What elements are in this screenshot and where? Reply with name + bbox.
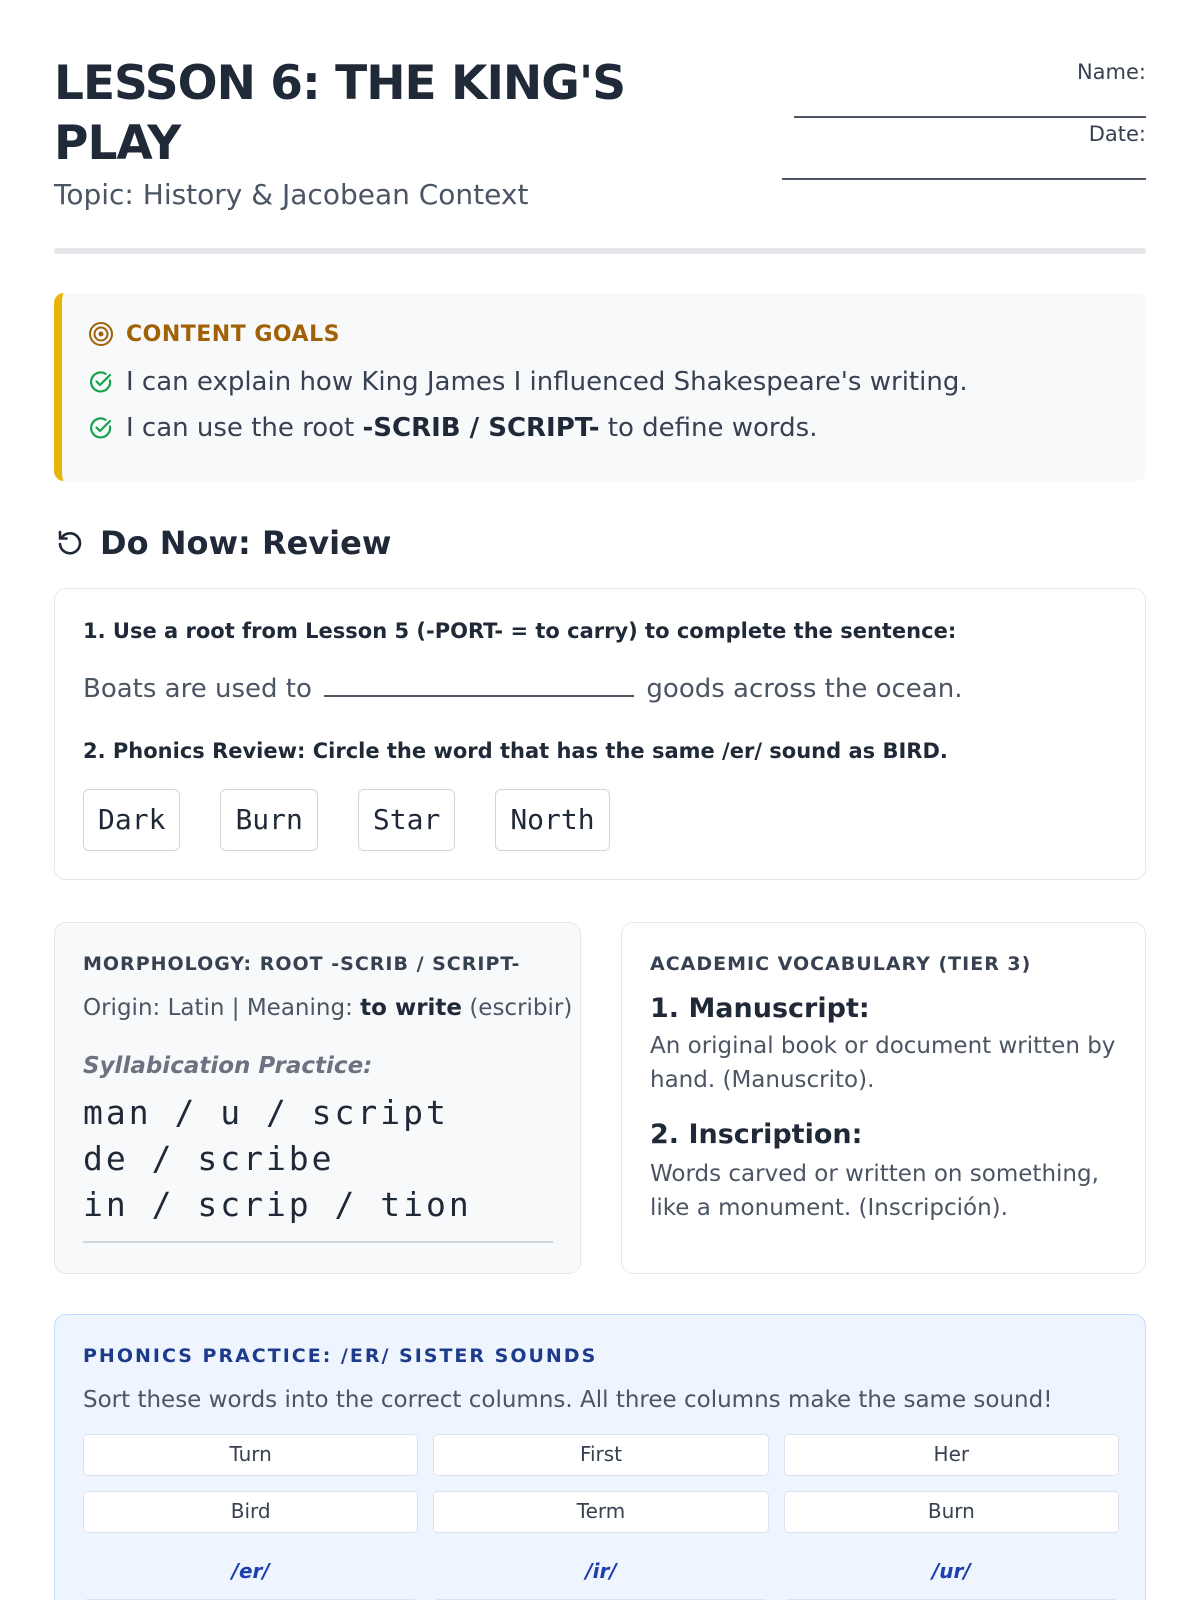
name-label: Name: [1076, 60, 1146, 84]
content-goals-box [54, 293, 1146, 481]
vocab-definition: An original book or document written by hand. (Manuscrito). [650, 1033, 1116, 1093]
goal-text: I can explain how King James I influenced Shakespeare's writing. [126, 367, 968, 397]
question-1: 1. Use a root from Lesson 5 (-PORT- = to carry) to complete the sentence: [83, 619, 957, 643]
syllabication-line: man / u / script [83, 1093, 449, 1132]
sort-column-ir [433, 1559, 768, 1600]
column-heading: /er/ [231, 1559, 270, 1583]
vocab-definition: Words carved or written on something, like a monument. (Inscripción). [650, 1161, 1099, 1221]
sentence-start: Boats are used to [83, 674, 312, 704]
word-card[interactable]: Term [433, 1491, 768, 1533]
vocab-term: 2. Inscription: [650, 1119, 863, 1150]
goal-text-pre: I can use the root [126, 413, 363, 443]
syllabication-line: de / scribe [83, 1139, 335, 1178]
vocab-term: 1. Manuscript: [650, 993, 870, 1024]
goal-root: -SCRIB / SCRIPT- [362, 413, 600, 443]
question-2-keyword: BIRD [882, 739, 940, 763]
name-date-block [766, 56, 1146, 180]
question-2-end: . [939, 739, 948, 763]
sort-column-ur [784, 1559, 1119, 1600]
question-2-text: 2. Phonics Review: Circle the word that has the same /er/ sound as [83, 739, 883, 763]
word-bank [83, 1434, 1119, 1533]
origin-translation: (escribir) [462, 995, 573, 1021]
root-origin [83, 995, 572, 1021]
phonics-title: PHONICS PRACTICE: /ER/ SISTER SOUNDS [83, 1345, 598, 1367]
choice-burn[interactable]: Burn [220, 789, 317, 851]
worksheet-header [54, 50, 1146, 256]
word-card[interactable]: Turn [83, 1434, 418, 1476]
sort-column-er [83, 1559, 418, 1600]
word-card[interactable]: Her [784, 1434, 1119, 1476]
date-field[interactable] [782, 150, 1146, 180]
vocabulary-label: ACADEMIC VOCABULARY (TIER 3) [650, 953, 1032, 975]
name-field[interactable] [794, 88, 1146, 118]
choice-north[interactable]: North [495, 789, 609, 851]
phonics-instructions: Sort these words into the correct columns. All three columns make the same sound! [83, 1387, 1053, 1413]
topic-subtitle: Topic: History & Jacobean Context [54, 178, 529, 211]
question-1-sentence [83, 674, 962, 704]
content-goals-heading [88, 321, 340, 347]
do-now-card [54, 588, 1146, 880]
goal-item [88, 413, 817, 443]
word-card[interactable]: Burn [784, 1491, 1119, 1533]
sentence-end: goods across the ocean. [646, 674, 963, 704]
syllabication-label: Syllabication Practice: [83, 1053, 373, 1079]
morphology-card [54, 922, 581, 1274]
origin-text: Origin: Latin | Meaning: [83, 995, 361, 1021]
answer-blank[interactable] [324, 675, 634, 697]
header-divider [54, 248, 1146, 254]
syllabication-line: in / scrip / tion [83, 1185, 472, 1224]
worksheet-page [54, 0, 1146, 1600]
goal-item [88, 367, 968, 397]
check-circle-icon [88, 415, 114, 441]
page-title: LESSON 6: THE KING'S PLAY [54, 56, 626, 171]
column-heading: /ir/ [585, 1559, 617, 1583]
phonics-practice-box [54, 1314, 1146, 1600]
vocabulary-card [621, 922, 1146, 1274]
date-label: Date: [1088, 122, 1146, 146]
question-2 [83, 739, 948, 763]
divider [83, 1241, 553, 1243]
column-heading: /ur/ [931, 1559, 971, 1583]
target-icon [88, 321, 114, 347]
choice-dark[interactable]: Dark [83, 789, 180, 851]
do-now-heading [54, 524, 391, 562]
do-now-title: Do Now: Review [100, 524, 392, 562]
sort-columns [83, 1559, 1119, 1600]
check-circle-icon [88, 369, 114, 395]
goal-text [126, 413, 817, 443]
choice-star[interactable]: Star [358, 789, 455, 851]
content-goals-title: CONTENT GOALS [126, 321, 340, 347]
answer-choices [83, 789, 650, 851]
word-card[interactable]: First [433, 1434, 768, 1476]
refresh-icon [54, 527, 86, 559]
goal-text-post: to define words. [599, 413, 818, 443]
word-card[interactable]: Bird [83, 1491, 418, 1533]
root-meaning: to write [360, 995, 463, 1021]
morphology-label: MORPHOLOGY: ROOT -SCRIB / SCRIPT- [83, 953, 521, 975]
